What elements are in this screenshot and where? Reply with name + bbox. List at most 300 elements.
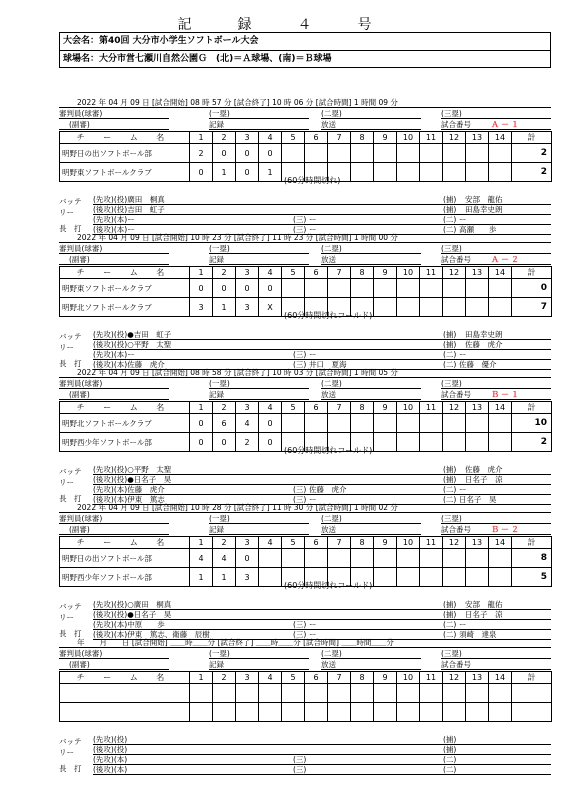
pitcher-label: (投) [113,610,128,619]
game-block [59,97,551,236]
triple-label: (三) [293,215,307,224]
tournament-label: 大会名： [63,36,100,46]
inning-score [397,433,420,452]
double-first: ー [459,215,467,224]
team-row [60,414,552,433]
double-label: (二) [443,350,457,359]
inning-header: 3 [236,267,259,279]
record-label: 記録 [209,390,224,399]
double-first: ー [459,350,467,359]
homerun-label: (本) [113,765,128,774]
score-header-row [60,672,552,684]
inning-score: 1 [213,163,236,182]
page-title: 記 録 ４ 号 [177,17,388,33]
inning-score: 4 [190,549,213,568]
battery-row-first [93,735,551,745]
total-header: 計 [512,267,552,279]
inning-header: 12 [443,402,466,414]
homerun-label: (本) [113,620,128,629]
umpire-label: 審判員 [59,244,82,253]
game-no-label: 試合番号 [441,120,471,129]
vice-umpire-label: (副審) [69,390,90,399]
first-base-label: (一塁) [209,379,230,388]
battery-row-second [93,475,551,485]
triple-label: (三) [293,630,307,639]
inning-score [282,414,305,433]
homerun-second: 伊東 篤志、衛藤 辰樹 [127,630,210,639]
inning-header: 5 [282,132,305,144]
inning-score [466,414,489,433]
triple-label: (三) [293,485,307,494]
battery-label-bottom: リー [59,613,74,622]
inning-score: 0 [236,549,259,568]
game-block [59,637,551,776]
inning-header: 2 [213,672,236,684]
inning-score [420,568,443,587]
triple-label: (三) [293,350,307,359]
pitcher-first: ○平野 太聖 [127,465,172,474]
vice-row [59,389,551,400]
umpire-row [59,378,551,389]
triple-second: 井口 夏海 [309,360,347,369]
inning-score [305,279,328,298]
inning-header: 8 [351,672,374,684]
game-note: (60分時間切れコールド) [284,446,373,455]
triple-label: (三) [293,225,307,234]
inning-header: 7 [328,132,351,144]
record-label: 記録 [209,525,224,534]
inning-score [420,414,443,433]
game-date-line: 2022 年 04 月 09 日 [試合開始] 10 時 28 分 [試合終了] 11 時 30 分 [試合時間] 1 時間 02 分 [59,502,551,513]
inning-score [420,298,443,317]
broadcast-label: 放送 [321,120,336,129]
inning-score [259,549,282,568]
inning-score: 2 [190,144,213,163]
first-attack-label: (先攻) [93,485,114,494]
team-name: 明野北ソフトボールクラブ [60,414,190,433]
inning-score [351,414,374,433]
inning-header: 6 [305,402,328,414]
homerun-first: ー [127,215,135,224]
inning-header: 4 [259,132,282,144]
battery-label-top: バッテ [59,737,82,746]
inning-score: X [259,298,282,317]
inning-score [282,549,305,568]
inning-score [466,703,489,722]
inning-score [213,703,236,722]
battery-label-bottom: リー [59,478,74,487]
plate-umpire-label: (球審) [81,109,103,118]
vice-row [59,659,551,670]
team-name-header: チ ー ム 名 [60,402,190,414]
inning-score: 3 [236,568,259,587]
inning-score [443,684,466,703]
inning-header: 4 [259,537,282,549]
triple-second: ー [309,225,317,234]
battery-section [59,195,551,236]
inning-header: 4 [259,402,282,414]
inning-score [282,703,305,722]
inning-score: 0 [213,433,236,452]
inning-score [397,703,420,722]
umpire-label: 審判員 [59,109,82,118]
inning-score: 6 [213,414,236,433]
double-label: (二) [443,225,457,234]
game-date-line: 年 月 日 [試合開始] ＿＿時＿＿分 [試合終了] ＿＿時＿＿分 [試合時間] ＿＿時間＿＿分 [59,637,551,648]
inning-score [443,163,466,182]
inning-score: 0 [190,414,213,433]
double-label: (二) [443,215,457,224]
inning-score: 0 [236,144,259,163]
battery-label-bottom: リー [59,208,74,217]
inning-header: 5 [282,537,305,549]
second-attack-label: (後攻) [93,340,114,349]
inning-header: 5 [282,267,305,279]
plate-umpire-label: (球審) [81,379,103,388]
inning-header: 14 [489,132,512,144]
catcher-label: (捕) [443,735,457,744]
battery-label-bottom: リー [59,343,74,352]
inning-score [489,144,512,163]
game-number: Ｂ－２ [491,525,521,534]
battery-row-first [93,330,551,340]
second-attack-label: (後攻) [93,630,114,639]
umpire-label: 審判員 [59,649,82,658]
inning-score [420,279,443,298]
team-name: 明野東ソフトボールクラブ [60,163,190,182]
second-attack-label: (後攻) [93,610,114,619]
venue-label: 球場名： [63,54,100,64]
inning-score [489,684,512,703]
inning-score [443,298,466,317]
inning-score: 3 [236,298,259,317]
inning-header: 8 [351,267,374,279]
team-name: 明野日の出ソフトボール部 [60,144,190,163]
inning-header: 11 [420,672,443,684]
inning-header: 5 [282,672,305,684]
inning-header: 9 [374,672,397,684]
pitcher-second: ○平野 太聖 [127,340,172,349]
double-second: 日名子 昊 [459,495,497,504]
inning-header: 3 [236,132,259,144]
score-header-row [60,537,552,549]
inning-header: 4 [259,672,282,684]
inning-header: 14 [489,537,512,549]
long-hit-row-first [93,755,551,765]
battery-section [59,735,551,776]
second-attack-label: (後攻) [93,745,114,754]
inning-header: 7 [328,537,351,549]
game-block [59,367,551,506]
pitcher-label: (投) [113,745,128,754]
inning-score [466,684,489,703]
homerun-label: (本) [113,225,128,234]
third-base-label: (三塁) [441,649,462,658]
umpire-label: 審判員 [59,379,82,388]
third-base-label: (三塁) [441,379,462,388]
first-base-label: (一塁) [209,649,230,658]
inning-score [443,549,466,568]
inning-score [466,549,489,568]
triple-first: ー [309,215,317,224]
double-label: (二) [443,495,457,504]
inning-score [420,703,443,722]
inning-header: 14 [489,672,512,684]
inning-score [213,684,236,703]
inning-score: 0 [190,279,213,298]
inning-score [489,414,512,433]
inning-score [328,279,351,298]
inning-header: 1 [190,672,213,684]
game-no-label: 試合番号 [441,390,471,399]
catcher-second: 日名子 涼 [465,475,503,484]
inning-score [374,568,397,587]
second-attack-label: (後攻) [93,360,114,369]
inning-header: 3 [236,672,259,684]
inning-header: 8 [351,537,374,549]
team-name: 明野西少年ソフトボール部 [60,568,190,587]
battery-section [59,330,551,371]
pitcher-second: 吉田 虹子 [127,205,165,214]
battery-row-first [93,465,551,475]
game-number: Ｂ－１ [491,390,521,399]
team-total: 2 [512,144,552,163]
second-base-label: (二塁) [321,109,342,118]
vice-umpire-label: (副審) [69,255,90,264]
inning-score [351,703,374,722]
first-attack-label: (先攻) [93,620,114,629]
pitcher-label: (投) [113,330,128,339]
inning-header: 2 [213,537,236,549]
inning-score [397,684,420,703]
inning-score [305,549,328,568]
catcher-first: 安部 龍佑 [465,600,503,609]
team-name: 明野西少年ソフトボール部 [60,433,190,452]
inning-score [397,298,420,317]
inning-score [374,703,397,722]
team-name-header: チ ー ム 名 [60,537,190,549]
team-total: 7 [512,298,552,317]
second-base-label: (二塁) [321,244,342,253]
inning-score [190,684,213,703]
inning-score [282,144,305,163]
first-attack-label: (先攻) [93,600,114,609]
first-attack-label: (先攻) [93,350,114,359]
plate-umpire-label: (球審) [81,514,103,523]
homerun-second: ー [127,225,135,234]
inning-score: 4 [236,414,259,433]
second-attack-label: (後攻) [93,205,114,214]
inning-header: 9 [374,132,397,144]
inning-score [282,684,305,703]
inning-score [305,414,328,433]
total-header: 計 [512,132,552,144]
long-hit-row-first [93,620,551,630]
long-hit-row-first [93,215,551,225]
catcher-second: 田島幸史朗 [465,205,503,214]
double-label: (二) [443,485,457,494]
double-label: (二) [443,755,457,764]
inning-score: 0 [259,414,282,433]
plate-umpire-label: (球審) [81,244,103,253]
inning-header: 2 [213,267,236,279]
double-second: 高瀬 歩 [459,225,497,234]
tournament-row [60,33,550,50]
scoreboard-table [59,671,552,722]
long-hit-row-first [93,485,551,495]
inning-score [305,703,328,722]
inning-score [374,414,397,433]
score-header-row [60,132,552,144]
inning-header: 6 [305,267,328,279]
inning-header: 7 [328,672,351,684]
inning-score [397,279,420,298]
team-name: 明野東ソフトボールクラブ [60,279,190,298]
inning-score [443,414,466,433]
inning-header: 13 [466,267,489,279]
vice-row [59,254,551,265]
team-row [60,144,552,163]
homerun-label: (本) [113,630,128,639]
catcher-first: 佐藤 虎介 [465,465,503,474]
team-name [60,684,190,703]
battery-row-second [93,340,551,350]
venue-name: 大分市営七瀬川自然公園Ｇ (北)＝Ａ球場、(南)＝Ｂ球場 [99,54,332,64]
tournament-name: 第40回 大分市小学生ソフトボール大会 [99,36,259,46]
triple-first: ー [309,620,317,629]
inning-header: 10 [397,537,420,549]
pitcher-label: (投) [113,735,128,744]
homerun-first: 中原 歩 [127,620,165,629]
homerun-label: (本) [113,350,128,359]
inning-score [397,549,420,568]
inning-score [489,568,512,587]
third-base-label: (三塁) [441,244,462,253]
game-no-label: 試合番号 [441,255,471,264]
inning-header: 1 [190,537,213,549]
inning-score [466,279,489,298]
inning-header: 13 [466,132,489,144]
homerun-label: (本) [113,360,128,369]
inning-header: 2 [213,132,236,144]
first-attack-label: (先攻) [93,465,114,474]
homerun-label: (本) [113,485,128,494]
game-number: Ａ－２ [491,255,521,264]
inning-header: 3 [236,537,259,549]
pitcher-label: (投) [113,475,128,484]
inning-score [351,144,374,163]
inning-header: 1 [190,132,213,144]
broadcast-label: 放送 [321,525,336,534]
broadcast-label: 放送 [321,660,336,669]
inning-header: 6 [305,537,328,549]
battery-label-top: バッテ [59,197,82,206]
second-base-label: (二塁) [321,379,342,388]
battery-row-second [93,745,551,755]
inning-score [374,298,397,317]
inning-score: 1 [259,163,282,182]
umpire-row [59,243,551,254]
first-attack-label: (先攻) [93,330,114,339]
inning-header: 2 [213,402,236,414]
inning-score [443,568,466,587]
catcher-first: 田島幸史朗 [465,330,503,339]
inning-score [351,163,374,182]
catcher-second: 日名子 涼 [465,610,503,619]
triple-label: (三) [293,620,307,629]
vice-umpire-label: (副審) [69,525,90,534]
battery-row-second [93,205,551,215]
triple-label: (三) [293,360,307,369]
vice-umpire-label: (副審) [69,120,90,129]
long-hit-row-first [93,350,551,360]
inning-header: 10 [397,402,420,414]
inning-score: 4 [213,549,236,568]
inning-header: 13 [466,402,489,414]
long-hit-label: 長 打 [59,629,82,638]
long-hit-label: 長 打 [59,494,82,503]
first-attack-label: (先攻) [93,755,114,764]
inning-score [259,703,282,722]
inning-header: 11 [420,132,443,144]
game-date-line: 2022 年 04 月 09 日 [試合開始] 10 時 23 分 [試合終了] 11 時 23 分 [試合時間] 1 時間 00 分 [59,232,551,243]
inning-header: 4 [259,267,282,279]
pitcher-second: ●日名子 昊 [127,475,172,484]
double-label: (二) [443,765,457,774]
total-header: 計 [512,537,552,549]
catcher-label: (捕) [443,330,457,339]
score-header-row [60,267,552,279]
inning-header: 8 [351,402,374,414]
inning-header: 14 [489,267,512,279]
double-second: 佐藤 優介 [459,360,497,369]
homerun-second: 伊東 篤志 [127,495,165,504]
inning-score [443,279,466,298]
team-name [60,703,190,722]
umpire-label: 審判員 [59,514,82,523]
game-date-line: 2022 年 04 月 09 日 [試合開始] 08 時 57 分 [試合終了] 10 時 06 分 [試合時間] 1 時間 09 分 [59,97,551,108]
catcher-label: (捕) [443,465,457,474]
inning-score [420,433,443,452]
inning-header: 12 [443,132,466,144]
pitcher-first: ●吉田 虹子 [127,330,172,339]
triple-first: 佐藤 虎介 [309,485,347,494]
double-first: ー [459,485,467,494]
second-attack-label: (後攻) [93,765,114,774]
game-date-line: 2022 年 04 月 09 日 [試合開始] 08 時 58 分 [試合終了] 10 時 03 分 [試合時間] 1 時間 05 分 [59,367,551,378]
inning-header: 12 [443,267,466,279]
pitcher-first: 廣田 桐真 [127,195,165,204]
team-total: 8 [512,549,552,568]
team-total [512,703,552,722]
catcher-first: 安部 龍佑 [465,195,503,204]
inning-score [351,279,374,298]
inning-header: 1 [190,267,213,279]
umpire-row [59,648,551,659]
inning-score [259,568,282,587]
second-base-label: (二塁) [321,514,342,523]
broadcast-label: 放送 [321,390,336,399]
inning-score [489,298,512,317]
inning-score [328,684,351,703]
inning-score: 1 [213,568,236,587]
double-first: ー [459,620,467,629]
game-note: (60分時間切れ) [284,176,341,185]
inning-score [397,414,420,433]
inning-score [236,684,259,703]
inning-header: 12 [443,537,466,549]
game-no-label: 試合番号 [441,525,471,534]
